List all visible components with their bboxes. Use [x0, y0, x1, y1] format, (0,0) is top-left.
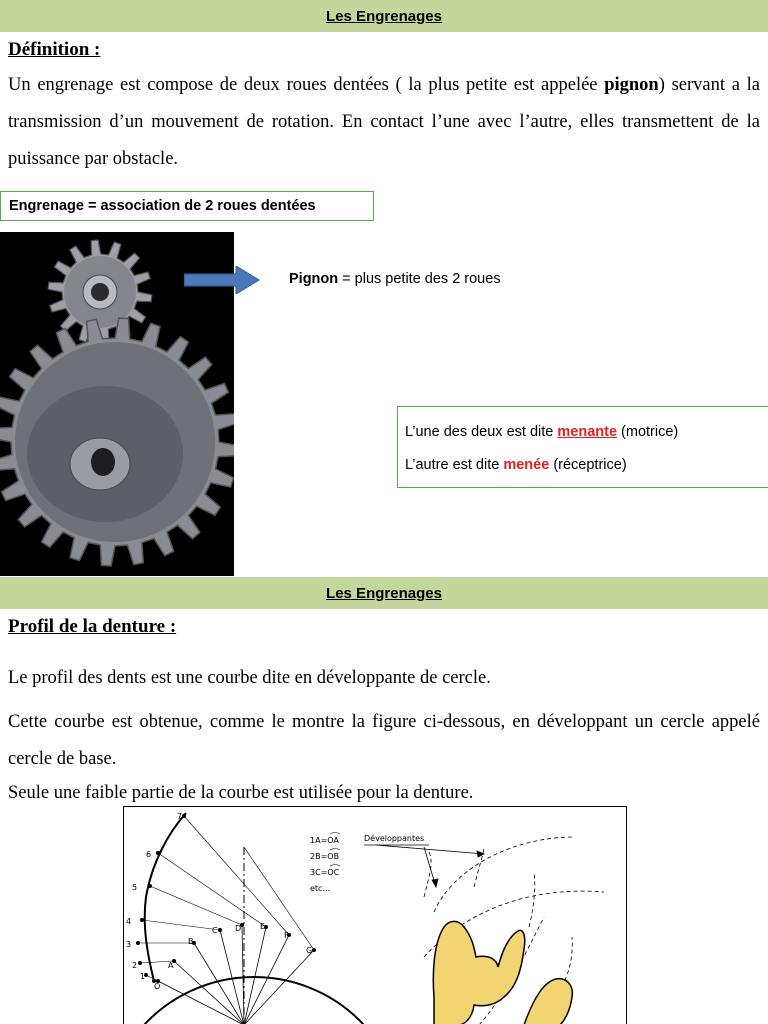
large-gear-hole [91, 448, 115, 476]
profil-heading: Profil de la denture : [8, 616, 177, 637]
number-labels [126, 812, 182, 981]
profil-paragraph-3: Seule une faible partie de la courbe est utilisée pour la denture. [8, 783, 474, 803]
involute-curve [145, 813, 186, 981]
menee-post: (réceptrice) [549, 457, 627, 473]
legend-3: 3C=OC [310, 868, 340, 877]
pignon-label-rest: = plus petite des 2 roues [338, 271, 501, 287]
definition-paragraph [8, 67, 760, 178]
label-4: 4 [126, 917, 132, 926]
label-2: 2 [132, 961, 138, 970]
label-1: 1 [140, 972, 146, 981]
label-G: G [306, 946, 313, 955]
base-circle [144, 977, 364, 1024]
menante-post: (motrice) [617, 424, 679, 440]
label-7: 7 [177, 812, 183, 821]
label-A: A [168, 961, 174, 970]
paragraph-text-2: ) servant a la transmission d’un mouvement de rotation. En contact l’une avec l’autre, elles transmettent de la puissance par obstacle. [8, 75, 760, 169]
label-O: O [154, 982, 161, 991]
points [136, 814, 316, 983]
menante-line [405, 424, 678, 440]
label-3: 3 [126, 940, 132, 949]
profil-paragraph-1: Le profil des dents est une courbe dite en développante de cercle. [8, 668, 491, 688]
banner-title: Les Engrenages [326, 584, 442, 602]
label-5: 5 [132, 883, 138, 892]
paragraph-text-1: Un engrenage est compose de deux roues dentées ( la plus petite est appelée [8, 75, 605, 95]
label-B: B [188, 937, 194, 946]
menante-pre: L’une des deux est dite [405, 424, 558, 440]
section-banner-2 [0, 577, 768, 609]
menante-word: menante [557, 424, 618, 440]
small-gear-hole [91, 283, 109, 301]
label-D: D [235, 924, 242, 933]
menee-word: menée [503, 457, 550, 473]
label-C: C [212, 926, 218, 935]
gear-tooth-2 [524, 979, 572, 1024]
involute-figure [123, 806, 627, 1024]
menee-pre: L’autre est dite [405, 457, 504, 473]
definition-box [0, 191, 374, 221]
pignon-label-bold: Pignon [289, 271, 339, 287]
large-gear [0, 318, 234, 566]
section-banner-1 [0, 0, 768, 32]
gear-tooth-1 [433, 921, 524, 1024]
legend-1: 1A=OA [310, 836, 339, 845]
legend-4: etc... [310, 884, 331, 893]
label-F: F [284, 931, 289, 940]
arrow-right-icon [184, 266, 260, 294]
legend-2: 2B=OB [310, 852, 340, 861]
label-E: E [260, 922, 266, 931]
pignon-bold: pignon [604, 75, 659, 95]
menee-line [405, 457, 627, 473]
tangent-lines [138, 816, 314, 981]
banner-title: Les Engrenages [326, 7, 442, 25]
definition-box-text: Engrenage = association de 2 roues dentées [9, 198, 316, 214]
developpantes-label: Développantes [364, 834, 425, 843]
profil-paragraph-2: Cette courbe est obtenue, comme le montre la figure ci-dessous, en développant un cercle appelé cercle de base. [8, 712, 760, 769]
pignon-label [289, 271, 501, 287]
radial-lines [158, 925, 314, 1024]
developpantes-arrows [376, 845, 484, 887]
involute-diagram [124, 807, 627, 1024]
label-6: 6 [146, 850, 152, 859]
menante-menee-box [397, 406, 768, 488]
definition-heading: Définition : [8, 39, 101, 60]
